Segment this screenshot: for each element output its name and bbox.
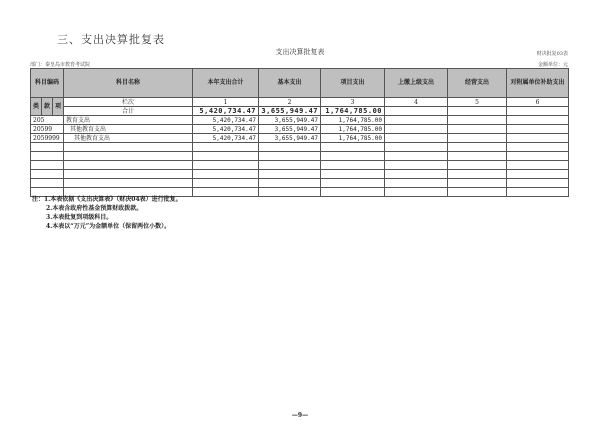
section-title: 三、支出决算批复表 (57, 33, 165, 46)
table-title: 支出决算批复表 (275, 48, 325, 56)
empty-row (31, 143, 569, 152)
total-row (31, 107, 569, 116)
expenditure-table (30, 68, 569, 197)
table-row (31, 125, 569, 134)
header-total: 本年支出合计 (193, 69, 259, 98)
header-code: 科目编码 (31, 69, 64, 98)
col-number: 6 (507, 98, 569, 107)
row-total: 5,420,734.47 (193, 125, 259, 134)
table-row (31, 116, 569, 125)
row-basic: 3,655,949.47 (259, 125, 321, 134)
col-number: 5 (448, 98, 507, 107)
header-project: 项目支出 (321, 69, 385, 98)
note-line: 2.本表含政府性基金预算财政拨款。 (46, 205, 143, 212)
note-line: 4.本表以“万元”为金额单位（保留两位小数）。 (46, 223, 171, 230)
row-basic: 3,655,949.47 (259, 116, 321, 125)
row-name: 其他教育支出 (64, 125, 193, 134)
total-label: 合计 (64, 107, 193, 116)
row-project: 1,764,785.00 (321, 125, 385, 134)
col-number: 1 (193, 98, 259, 107)
col-number: 2 (259, 98, 321, 107)
header-lei: 类 (31, 98, 42, 116)
row-code: 20599 (31, 125, 64, 134)
column-number-row (31, 98, 569, 107)
row-name: 其他教育支出 (64, 134, 193, 143)
col-number: 4 (385, 98, 448, 107)
header-superior: 上缴上级支出 (385, 69, 448, 98)
empty-row (31, 161, 569, 170)
col-number: 3 (321, 98, 385, 107)
header-business: 经营支出 (448, 69, 507, 98)
header-basic: 基本支出 (259, 69, 321, 98)
empty-row (31, 152, 569, 161)
total-basic: 3,655,949.47 (259, 107, 321, 116)
note-line: 注：1.本表依据《支出决算表》（财决04表）进行批复。 (32, 196, 182, 203)
header-kuan: 款 (42, 98, 53, 116)
amount-unit-label: 金额单位：元 (537, 62, 568, 68)
note-line: 3.本表批复到项级科目。 (46, 214, 113, 221)
row-code: 2059999 (31, 134, 64, 143)
row-total: 5,420,734.47 (193, 134, 259, 143)
row-name: 教育支出 (64, 116, 193, 125)
notes (32, 195, 182, 231)
empty-row (31, 179, 569, 188)
row-code: 205 (31, 116, 64, 125)
row-project: 1,764,785.00 (321, 134, 385, 143)
table-row (31, 134, 569, 143)
form-code: 财决批复03表 (536, 51, 568, 57)
header-subsidy: 对附属单位补助支出 (507, 69, 569, 98)
lanci-label: 栏次 (64, 98, 193, 107)
header-xiang: 项 (53, 98, 64, 116)
total-amount: 5,420,734.47 (193, 107, 259, 116)
row-total: 5,420,734.47 (193, 116, 259, 125)
header-name: 科目名称 (64, 69, 193, 98)
department-label: 部门：秦皇岛市教育考试院 (30, 62, 91, 68)
empty-row (31, 170, 569, 179)
page-number: —9— (291, 412, 309, 419)
row-basic: 3,655,949.47 (259, 134, 321, 143)
total-project: 1,764,785.00 (321, 107, 385, 116)
header-row (31, 69, 569, 98)
row-project: 1,764,785.00 (321, 116, 385, 125)
